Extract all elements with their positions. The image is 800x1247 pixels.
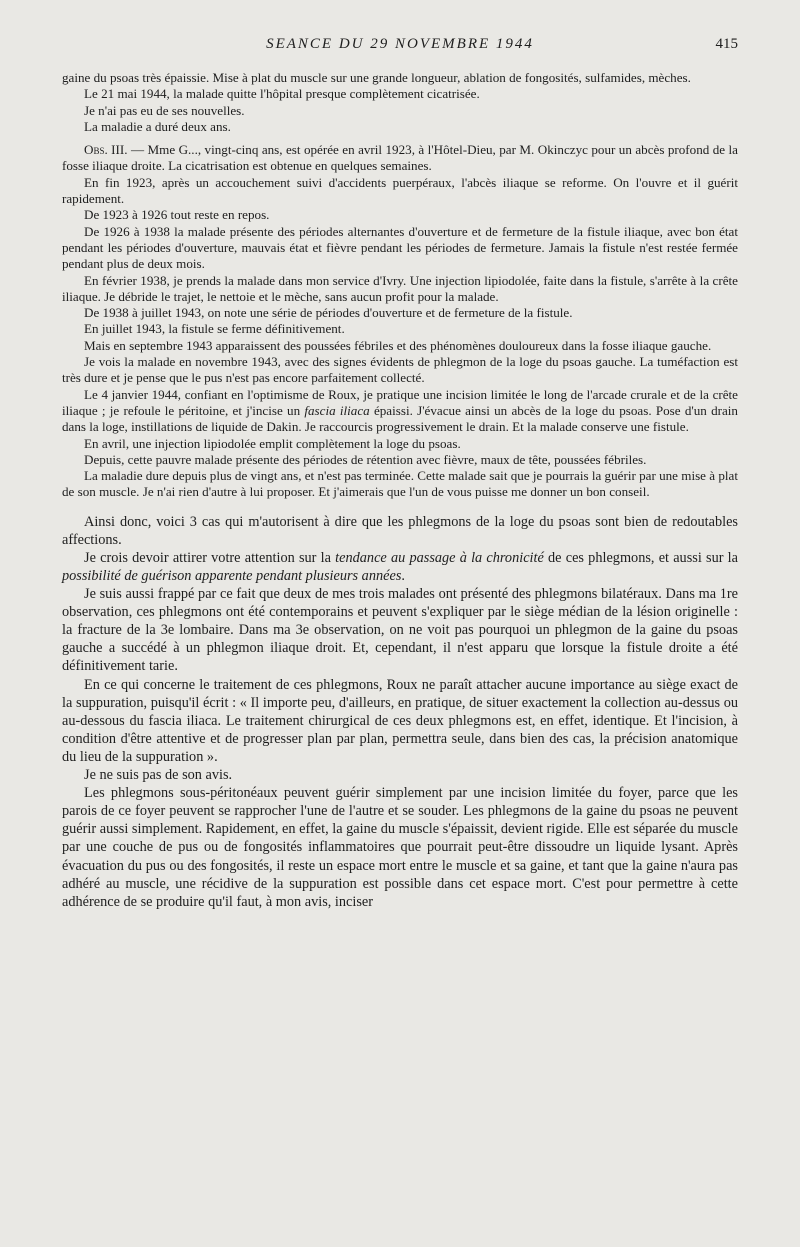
observation-label: Obs. III.	[84, 142, 128, 158]
observation-paragraph: Depuis, cette pauvre malade présente des périodes de rétention avec fièvre, maux de tête, poussées fébriles.	[84, 451, 647, 467]
discussion-paragraph: Ainsi donc, voici 3 cas qui m'autorisent à dire que les phlegmons de la loge du psoas sont bien de redoutables affections.	[62, 513, 738, 548]
observation-paragraph: En avril, une injection lipiodolée emplit complètement la loge du psoas.	[84, 435, 461, 451]
observation-paragraph: De 1926 à 1938 la malade présente des périodes alternantes d'ouverture et de fermeture de la fistule iliaque, avec bon état pendant les périodes d'ouverture, mauvais état et fièvre pendant les périodes de fermeture. Jamais la fistule n'est restée fermée pendant plus de deux mois.	[62, 223, 738, 272]
case-report-block	[62, 70, 738, 501]
observation-intro-text: — Mme G..., vingt-cinq ans, est opérée en avril 1923, à l'Hôtel-Dieu, par M. Okinczyc pour un abcès profond de la fosse iliaque droite. La cicatrisation est obtenue en quelques semaines.	[62, 142, 738, 174]
italic-term: fascia iliaca	[304, 402, 370, 418]
observation-paragraph: De 1923 à 1926 tout reste en repos.	[84, 207, 270, 223]
case-note-paragraph: Le 21 mai 1944, la malade quitte l'hôpital presque complètement cicatrisée.	[84, 86, 480, 102]
italic-phrase: possibilité de guérison apparente pendant plusieurs années	[62, 568, 402, 584]
observation-paragraph: De 1938 à juillet 1943, on note une série de périodes d'ouverture et de fermeture de la fistule.	[84, 305, 573, 321]
text-run: de ces phlegmons, et aussi sur la	[543, 549, 738, 566]
observation-paragraph: Mais en septembre 1943 apparaissent des poussées fébriles et des phénomènes douloureux dans la fosse iliaque gauche.	[84, 337, 712, 353]
observation-intro	[62, 142, 738, 175]
observation-paragraph: La maladie dure depuis plus de vingt ans, et n'est pas terminée. Cette malade sait que je pourrais la guérir par une mise à plat de son muscle. Je n'ai rien d'autre à lui proposer. Et j'aimerais que l'un de vous puisse me donner un bon conseil.	[62, 468, 738, 500]
observation-paragraph: En juillet 1943, la fistule se ferme définitivement.	[84, 321, 345, 337]
case-note-paragraph: Je n'ai pas eu de ses nouvelles.	[84, 102, 245, 118]
text-run: Je crois devoir attirer votre attention sur la	[84, 549, 336, 566]
observation-paragraph: En fin 1923, après un accouchement suivi d'accidents puerpéraux, l'abcès iliaque se reforme. On l'ouvre et il guérit rapidement.	[62, 174, 738, 207]
running-title: SEANCE DU 29 NOVEMBRE 1944	[266, 36, 534, 52]
discussion-paragraph: Je suis aussi frappé par ce fait que deux de mes trois malades ont présenté des phlegmons bilatéraux. Dans ma 1re observation, ces phlegmons ont été contemporains et peuvent s'expliquer par le siège médian de la lésion originelle : la fracture de la 3e lombaire. Dans ma 3e observation, on ne voit pas pourquoi un phlegmon de la gaine du psoas gauche a succédé à un phlegmon iliaque droit. Et, cependant, il n'est apparu que lorsque la fistule droite a été définitivement tarie.	[62, 586, 738, 675]
discussion-block	[62, 513, 738, 911]
text-run: Le 4 janvier 1944, confiant en l'optimisme de Roux, je pratique une incision limitée le long de l'arcade crurale et de la crête iliaque ; je refoule le péritoine, et j'incise un	[62, 386, 738, 418]
discussion-paragraph: Les phlegmons sous-péritonéaux peuvent guérir simplement par une incision limitée du foyer, parce que les parois de ce foyer peuvent se rapprocher l'une de l'autre et se souder. Les phlegmons de la gaine du psoas ne peuvent guérir aussi simplement. Rapidement, en effet, la gaine du muscle s'épaissit, devient rigide. Elle est séparée du muscle par une couche de pus ou de fongosités inflammatoires que pourrait peut-être dissoudre un liquide lysant. Après évacuation du pus ou des fongosités, il reste un espace mort entre le muscle et sa gaine, et tant que la gaine n'aura pas adhéré au muscle, une récidive de la suppuration est possible dans cet espace mort. C'est pour permettre à cette adhérence de se produire qu'il faut, à mon avis, inciser	[62, 785, 738, 910]
discussion-paragraph: En ce qui concerne le traitement de ces phlegmons, Roux ne paraît attacher aucune importance au siège exact de la suppuration, puisqu'il écrit : « Il importe peu, d'ailleurs, en pratique, de situer exactement la collection au-dessus ou au-dessous du fascia iliaca. Le traitement chirurgical de ces deux phlegmons est, en effet, identique. Et l'incision, à condition d'être attentive et de progresser plan par plan, permettra seule, dans bien des cas, la précision anatomique du lieu de la suppuration ».	[62, 676, 738, 765]
page-number: 415	[715, 36, 738, 52]
observation-paragraph	[62, 387, 738, 436]
observation-paragraph: En février 1938, je prends la malade dans mon service d'Ivry. Une injection lipiodolée, faite dans la fistule, s'arrête à la crête iliaque. Je débride le trajet, le nettoie et le mèche, sans aucun profit pour la malade.	[62, 272, 738, 304]
observation-paragraph: Je vois la malade en novembre 1943, avec des signes évidents de phlegmon de la loge du psoas gauche. La tuméfaction est très dure et je pense que le pus n'est pas encore parfaitement collecté.	[62, 354, 738, 386]
italic-phrase: tendance au passage à la chronicité	[335, 549, 544, 566]
case-note-paragraph: La maladie a duré deux ans.	[84, 118, 231, 134]
case-note-paragraph: gaine du psoas très épaissie. Mise à plat du muscle sur une grande longueur, ablation de fongosités, sulfamides, mèches.	[62, 70, 691, 85]
discussion-paragraph: Je ne suis pas de son avis.	[84, 767, 233, 784]
discussion-paragraph	[62, 549, 738, 585]
text-run: épaissi. J'évacue ainsi un abcès de la loge du psoas. Pose d'un drain dans la loge, instillations de liquide de Dakin. Je raccourcis progressivement le drain. Et la malade conserve une fistule.	[62, 402, 738, 435]
text-run: .	[401, 568, 405, 584]
running-header	[62, 36, 738, 62]
